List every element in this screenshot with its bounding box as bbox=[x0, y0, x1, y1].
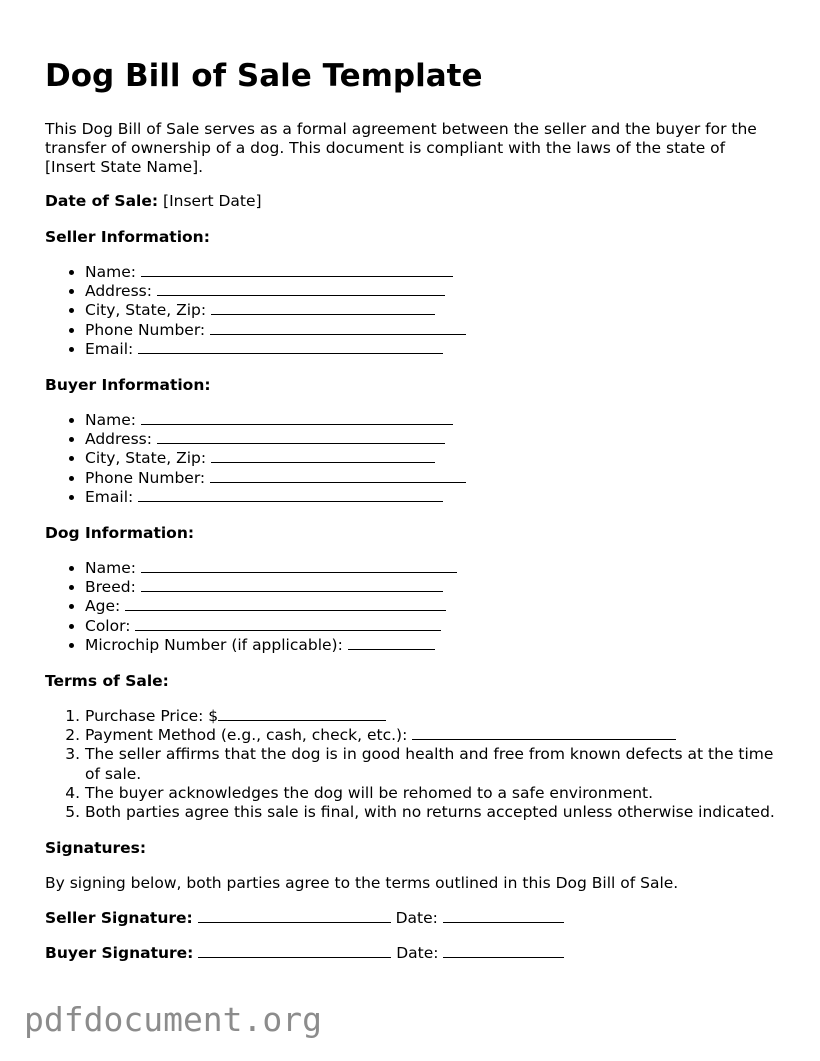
dog-fields-list bbox=[45, 559, 775, 655]
field-label: Name: bbox=[85, 411, 136, 430]
list-item: 3. The seller affirms that the dog is in good health and free from known defects at the time of sale. bbox=[85, 745, 775, 783]
field-label: Address: bbox=[85, 282, 152, 301]
term-text: Purchase Price: $ bbox=[85, 707, 219, 726]
address-blank-line[interactable] bbox=[157, 430, 445, 444]
field-label: Color: bbox=[85, 616, 131, 635]
name-blank-line[interactable] bbox=[141, 263, 453, 277]
phone-blank-line[interactable] bbox=[210, 321, 466, 335]
terms-heading: Terms of Sale: bbox=[45, 672, 169, 691]
date-of-sale bbox=[45, 192, 775, 211]
name-blank-line[interactable] bbox=[141, 411, 453, 425]
phone-blank-line[interactable] bbox=[210, 469, 466, 483]
seller-signature-label: Seller Signature: bbox=[45, 909, 193, 928]
list-item bbox=[85, 559, 775, 578]
list-item bbox=[85, 321, 775, 340]
document-page bbox=[45, 56, 775, 979]
list-item bbox=[85, 636, 775, 655]
list-item: 4. The buyer acknowledges the dog will be rehomed to a safe environment. bbox=[85, 784, 775, 803]
breed-blank-line[interactable] bbox=[141, 578, 443, 592]
term-text: Payment Method (e.g., cash, check, etc.): bbox=[85, 726, 408, 745]
city-state-zip-blank-line[interactable] bbox=[211, 449, 435, 463]
list-item bbox=[85, 282, 775, 301]
dog-heading: Dog Information: bbox=[45, 524, 195, 543]
signatures-heading: Signatures: bbox=[45, 839, 147, 858]
list-item: 5. Both parties agree this sale is final, with no returns accepted unless otherwise indicated. bbox=[85, 803, 775, 822]
intro-paragraph: This Dog Bill of Sale serves as a formal agreement between the seller and the buyer for the transfer of ownership of a dog. This document is compliant with the laws of the state of [Insert State Name]. bbox=[45, 120, 757, 176]
field-label: Name: bbox=[85, 263, 136, 281]
list-item bbox=[85, 617, 775, 636]
field-label: City, State, Zip: bbox=[85, 449, 207, 468]
list-item bbox=[85, 707, 775, 726]
field-label: Address: bbox=[85, 430, 152, 449]
buyer-signature-row bbox=[45, 944, 775, 963]
field-label: City, State, Zip: bbox=[85, 301, 207, 320]
list-item bbox=[85, 263, 775, 282]
dog-name-blank-line[interactable] bbox=[141, 559, 457, 573]
date-of-sale-label: Date of Sale: bbox=[45, 192, 159, 210]
field-label: Age: bbox=[85, 597, 121, 616]
date-of-sale-value: [Insert Date] bbox=[163, 192, 262, 210]
seller-signature-line[interactable] bbox=[198, 909, 391, 923]
document-title: Dog Bill of Sale Template bbox=[45, 58, 483, 94]
price-blank-line[interactable] bbox=[218, 707, 386, 721]
email-blank-line[interactable] bbox=[138, 340, 443, 354]
age-blank-line[interactable] bbox=[125, 597, 446, 611]
seller-date-label: Date: bbox=[395, 909, 438, 928]
seller-heading: Seller Information: bbox=[45, 228, 210, 246]
seller-fields-list bbox=[45, 263, 775, 359]
seller-date-line[interactable] bbox=[443, 909, 564, 923]
field-label: Microchip Number (if applicable): bbox=[85, 635, 343, 654]
buyer-heading: Buyer Information: bbox=[45, 376, 211, 395]
list-item bbox=[85, 449, 775, 468]
list-item bbox=[85, 411, 775, 430]
field-label: Name: bbox=[85, 559, 136, 578]
seller-signature-row bbox=[45, 909, 775, 928]
list-item bbox=[85, 430, 775, 449]
list-item bbox=[85, 301, 775, 320]
field-label: Breed: bbox=[85, 578, 136, 597]
list-item bbox=[85, 578, 775, 597]
payment-method-blank-line[interactable] bbox=[412, 726, 676, 740]
list-item bbox=[85, 726, 775, 745]
city-state-zip-blank-line[interactable] bbox=[211, 301, 435, 315]
watermark: pdfdocument.org bbox=[24, 1000, 323, 1039]
buyer-date-line[interactable] bbox=[443, 944, 564, 958]
email-blank-line[interactable] bbox=[138, 488, 443, 502]
field-label: Email: bbox=[85, 339, 134, 358]
buyer-signature-label: Buyer Signature: bbox=[45, 944, 194, 963]
signatures-statement: By signing below, both parties agree to the terms outlined in this Dog Bill of Sale. bbox=[45, 874, 679, 893]
list-item bbox=[85, 597, 775, 616]
buyer-date-label: Date: bbox=[396, 944, 439, 963]
color-blank-line[interactable] bbox=[135, 617, 441, 631]
buyer-fields-list bbox=[45, 411, 775, 507]
field-label: Phone Number: bbox=[85, 468, 206, 487]
list-item bbox=[85, 488, 775, 507]
field-label: Phone Number: bbox=[85, 320, 206, 339]
field-label: Email: bbox=[85, 487, 134, 506]
terms-list bbox=[45, 707, 775, 822]
list-item bbox=[85, 340, 775, 359]
buyer-signature-line[interactable] bbox=[198, 944, 391, 958]
microchip-blank-line[interactable] bbox=[348, 636, 435, 650]
list-item bbox=[85, 469, 775, 488]
address-blank-line[interactable] bbox=[157, 282, 445, 296]
